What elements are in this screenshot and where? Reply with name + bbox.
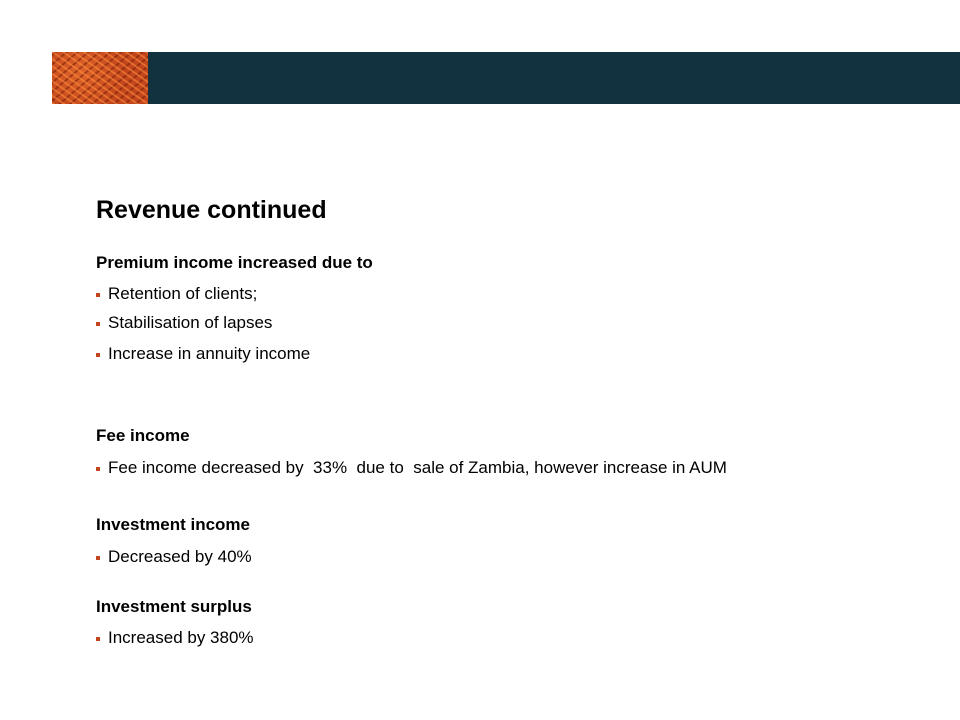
section-heading-premium-income: Premium income increased due to	[96, 253, 373, 272]
bullet-square-icon	[96, 322, 100, 326]
list-item	[96, 343, 310, 365]
list-item-text: Decreased by 40%	[108, 547, 252, 566]
section-heading-investment-income: Investment income	[96, 515, 250, 534]
bullet-square-icon	[96, 353, 100, 357]
list-item-text: Stabilisation of lapses	[108, 313, 273, 332]
list-item-text: Increased by 380%	[108, 628, 254, 647]
list-item	[96, 312, 272, 334]
bullet-square-icon	[96, 556, 100, 560]
list-item-text: Increase in annuity income	[108, 344, 311, 363]
list-item-text: Fee income decreased by 33% due to sale of Zambia, however increase in AUM	[108, 458, 727, 477]
list-item	[96, 457, 727, 479]
list-item	[96, 627, 254, 649]
list-item	[96, 283, 257, 305]
section-heading-fee-income: Fee income	[96, 426, 190, 445]
slide-title: Revenue continued	[96, 196, 327, 224]
slide-content	[96, 192, 916, 647]
section-heading-investment-surplus: Investment surplus	[96, 597, 252, 616]
header-bar	[52, 52, 960, 104]
bullet-square-icon	[96, 467, 100, 471]
list-item-text: Retention of clients;	[108, 284, 258, 303]
bullet-square-icon	[96, 293, 100, 297]
list-item	[96, 546, 252, 568]
header-texture-image	[52, 52, 148, 104]
bullet-square-icon	[96, 637, 100, 641]
